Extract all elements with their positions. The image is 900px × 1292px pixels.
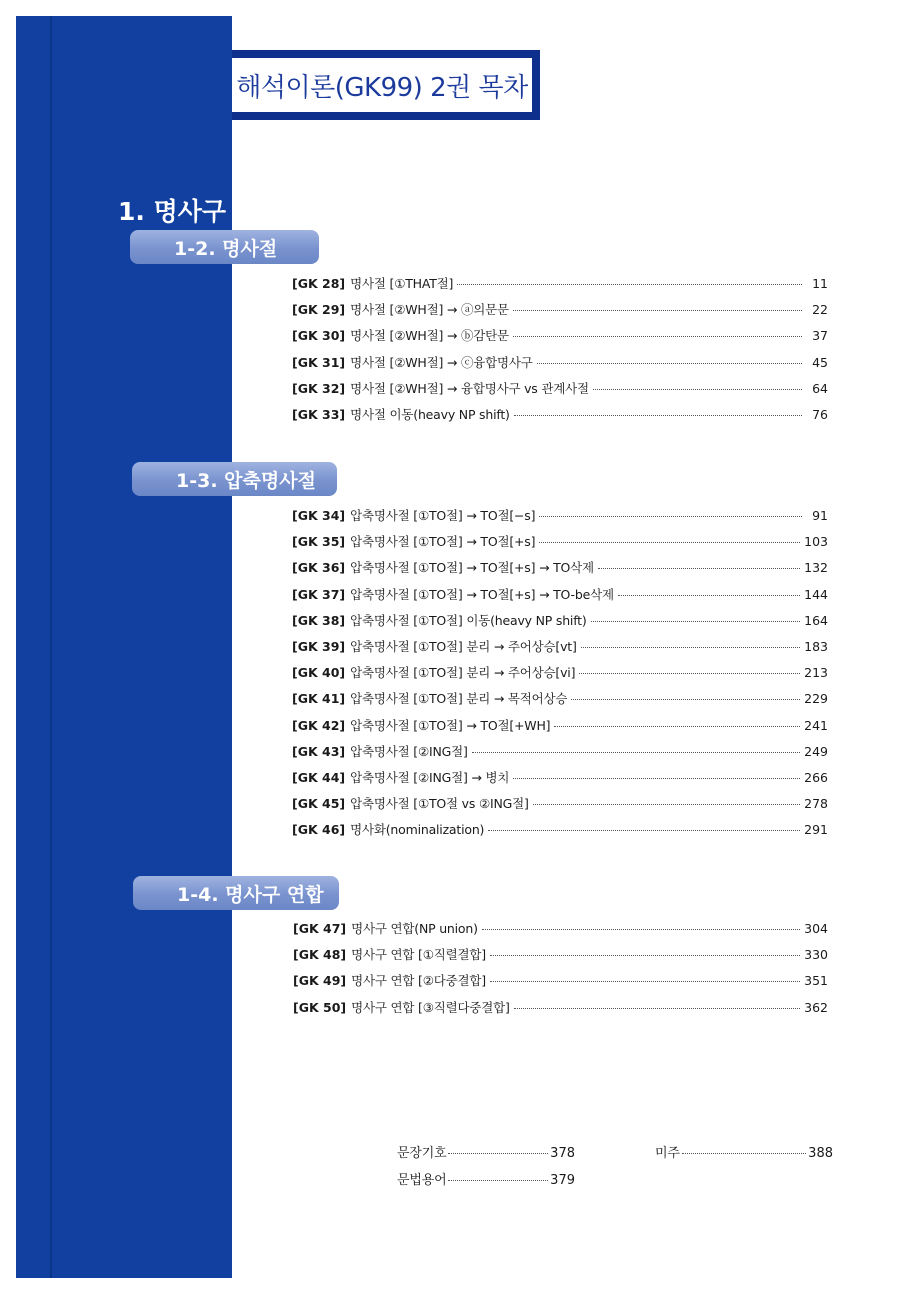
toc-entry[interactable] bbox=[292, 637, 828, 663]
dot-leader bbox=[490, 955, 800, 956]
back-matter-list-left bbox=[397, 1142, 575, 1196]
entry-page: 213 bbox=[804, 665, 828, 681]
dot-leader bbox=[598, 568, 800, 569]
toc-entry[interactable] bbox=[292, 716, 828, 742]
toc-entry[interactable] bbox=[292, 405, 828, 431]
entry-code: [GK 43] bbox=[292, 743, 346, 759]
chapter-heading: 1. 명사구 bbox=[118, 197, 227, 226]
entry-code: [GK 29] bbox=[292, 302, 346, 318]
entry-title: 명사구 연합 [②다중결합] bbox=[351, 973, 486, 989]
entry-code: [GK 38] bbox=[292, 612, 346, 628]
entry-code: [GK 37] bbox=[292, 586, 346, 602]
entry-code: [GK 39] bbox=[292, 638, 346, 654]
entry-title: 압축명사절 [②ING절] → 병치 bbox=[350, 769, 510, 785]
dot-leader bbox=[513, 778, 800, 779]
section-heading: 1-2. 명사절 bbox=[130, 230, 319, 264]
toc-entry[interactable] bbox=[292, 611, 828, 637]
toc-entry[interactable] bbox=[292, 353, 828, 379]
entry-page: 164 bbox=[804, 612, 828, 628]
toc-list-section-1-4 bbox=[293, 919, 828, 1024]
back-matter-entry[interactable] bbox=[397, 1142, 575, 1169]
entry-code: [GK 44] bbox=[292, 769, 346, 785]
toc-entry[interactable] bbox=[292, 506, 828, 532]
dot-leader bbox=[457, 284, 802, 285]
entry-code: [GK 42] bbox=[292, 717, 346, 733]
dot-leader bbox=[539, 516, 802, 517]
entry-code: [GK 47] bbox=[293, 921, 347, 936]
entry-page: 388 bbox=[808, 1146, 833, 1161]
entry-title: 압축명사절 [①TO절] → TO절[+s] → TO-be삭제 bbox=[350, 586, 614, 602]
entry-code: [GK 30] bbox=[292, 328, 346, 344]
entry-title: 압축명사절 [①TO절] → TO절[+s] → TO삭제 bbox=[350, 560, 594, 576]
entry-title: 명사절 [②WH절] → ⓐ의문문 bbox=[350, 302, 509, 318]
entry-code: [GK 48] bbox=[293, 947, 347, 963]
section-heading: 1-3. 압축명사절 bbox=[132, 462, 337, 496]
entry-page: 45 bbox=[812, 354, 828, 370]
entry-title: 명사절 [②WH절] → ⓒ융합명사구 bbox=[350, 354, 533, 370]
entry-title: 명사절 [②WH절] → 융합명사구 vs 관계사절 bbox=[350, 380, 589, 396]
entry-title: 명사절 [①THAT절] bbox=[350, 276, 454, 291]
toc-entry[interactable] bbox=[292, 663, 828, 689]
entry-page: 266 bbox=[804, 769, 828, 785]
entry-page: 22 bbox=[812, 302, 828, 318]
toc-entry[interactable] bbox=[293, 919, 828, 945]
entry-title: 명사절 이동(heavy NP shift) bbox=[350, 406, 510, 422]
toc-entry[interactable] bbox=[292, 689, 828, 715]
entry-title: 압축명사절 [①TO절] 분리 → 주어상승[vi] bbox=[350, 665, 576, 681]
entry-code: [GK 34] bbox=[292, 508, 346, 523]
dot-leader bbox=[593, 389, 802, 390]
entry-title: 명사절 [②WH절] → ⓑ감탄문 bbox=[350, 328, 509, 344]
dot-leader bbox=[448, 1180, 548, 1181]
entry-title: 미주 bbox=[655, 1146, 680, 1161]
entry-page: 64 bbox=[812, 380, 828, 396]
dot-leader bbox=[682, 1153, 806, 1154]
toc-entry[interactable] bbox=[292, 585, 828, 611]
dot-leader bbox=[513, 310, 802, 311]
dot-leader bbox=[539, 542, 800, 543]
dot-leader bbox=[537, 363, 802, 364]
entry-code: [GK 33] bbox=[292, 406, 346, 422]
entry-page: 241 bbox=[804, 717, 828, 733]
entry-page: 362 bbox=[804, 999, 828, 1015]
entry-page: 291 bbox=[804, 822, 828, 838]
toc-entry[interactable] bbox=[292, 820, 828, 846]
toc-entry[interactable] bbox=[293, 998, 828, 1024]
entry-title: 명사구 연합 [③직렬다중결합] bbox=[351, 999, 510, 1015]
back-matter-list-right bbox=[655, 1142, 833, 1169]
entry-page: 249 bbox=[804, 743, 828, 759]
entry-page: 378 bbox=[550, 1146, 575, 1161]
dot-leader bbox=[472, 752, 801, 753]
toc-entry[interactable] bbox=[293, 945, 828, 971]
entry-page: 37 bbox=[812, 328, 828, 344]
entry-title: 압축명사절 [①TO절] 분리 → 목적어상승 bbox=[350, 691, 568, 707]
dot-leader bbox=[482, 929, 800, 930]
dot-leader bbox=[618, 595, 800, 596]
toc-entry[interactable] bbox=[292, 742, 828, 768]
entry-code: [GK 49] bbox=[293, 973, 347, 989]
entry-page: 144 bbox=[804, 586, 828, 602]
entry-page: 304 bbox=[804, 921, 828, 936]
title-box bbox=[232, 58, 532, 112]
entry-page: 278 bbox=[804, 796, 828, 812]
entry-code: [GK 35] bbox=[292, 534, 346, 550]
toc-entry[interactable] bbox=[292, 768, 828, 794]
back-matter-entry[interactable] bbox=[655, 1142, 833, 1169]
entry-title: 명사구 연합 [①직렬결합] bbox=[351, 947, 486, 963]
entry-page: 76 bbox=[812, 406, 828, 422]
back-matter-entry[interactable] bbox=[397, 1169, 575, 1196]
entry-page: 379 bbox=[550, 1173, 575, 1188]
entry-title: 명사구 연합(NP union) bbox=[351, 921, 478, 936]
band-stripe bbox=[50, 16, 52, 1278]
entry-code: [GK 36] bbox=[292, 560, 346, 576]
entry-title: 압축명사절 [①TO절] 이동(heavy NP shift) bbox=[350, 612, 587, 628]
dot-leader bbox=[490, 981, 800, 982]
dot-leader bbox=[533, 804, 800, 805]
toc-list-section-1-3 bbox=[292, 506, 828, 846]
entry-title: 명사화(nominalization) bbox=[350, 822, 485, 838]
dot-leader bbox=[571, 699, 800, 700]
entry-code: [GK 32] bbox=[292, 380, 346, 396]
toc-entry[interactable] bbox=[292, 558, 828, 584]
entry-code: [GK 50] bbox=[293, 999, 347, 1015]
entry-page: 91 bbox=[812, 508, 828, 523]
toc-entry[interactable] bbox=[292, 326, 828, 352]
page-title: 해석이론(GK99) 2권 목차 bbox=[236, 72, 528, 103]
entry-code: [GK 40] bbox=[292, 665, 346, 681]
dot-leader bbox=[514, 1008, 800, 1009]
entry-page: 183 bbox=[804, 638, 828, 654]
entry-page: 229 bbox=[804, 691, 828, 707]
entry-page: 330 bbox=[804, 947, 828, 963]
dot-leader bbox=[581, 647, 800, 648]
dot-leader bbox=[591, 621, 801, 622]
entry-title: 압축명사절 [①TO절] → TO절[−s] bbox=[350, 508, 536, 523]
dot-leader bbox=[488, 830, 800, 831]
entry-title: 문장기호 bbox=[397, 1146, 447, 1161]
entry-title: 압축명사절 [①TO절] 분리 → 주어상승[vt] bbox=[350, 638, 577, 654]
entry-code: [GK 46] bbox=[292, 822, 346, 838]
entry-page: 351 bbox=[804, 973, 828, 989]
dot-leader bbox=[514, 415, 802, 416]
toc-entry[interactable] bbox=[292, 274, 828, 300]
entry-title: 압축명사절 [①TO절] → TO절[+s] bbox=[350, 534, 536, 550]
entry-code: [GK 41] bbox=[292, 691, 346, 707]
entry-title: 문법용어 bbox=[397, 1173, 447, 1188]
entry-code: [GK 45] bbox=[292, 796, 346, 812]
entry-code: [GK 28] bbox=[292, 276, 346, 291]
toc-entry[interactable] bbox=[292, 379, 828, 405]
toc-entry[interactable] bbox=[292, 532, 828, 558]
entry-title: 압축명사절 [①TO절 vs ②ING절] bbox=[350, 796, 529, 812]
entry-page: 11 bbox=[812, 276, 828, 291]
dot-leader bbox=[579, 673, 800, 674]
toc-entry[interactable] bbox=[292, 794, 828, 820]
entry-title: 압축명사절 [①TO절] → TO절[+WH] bbox=[350, 717, 551, 733]
dot-leader bbox=[554, 726, 800, 727]
toc-entry[interactable] bbox=[292, 300, 828, 326]
toc-list-section-1-2 bbox=[292, 274, 828, 431]
entry-page: 103 bbox=[804, 534, 828, 550]
dot-leader bbox=[448, 1153, 548, 1154]
toc-entry[interactable] bbox=[293, 971, 828, 997]
entry-page: 132 bbox=[804, 560, 828, 576]
entry-title: 압축명사절 [②ING절] bbox=[350, 743, 468, 759]
entry-code: [GK 31] bbox=[292, 354, 346, 370]
dot-leader bbox=[513, 336, 802, 337]
section-heading: 1-4. 명사구 연합 bbox=[133, 876, 339, 910]
